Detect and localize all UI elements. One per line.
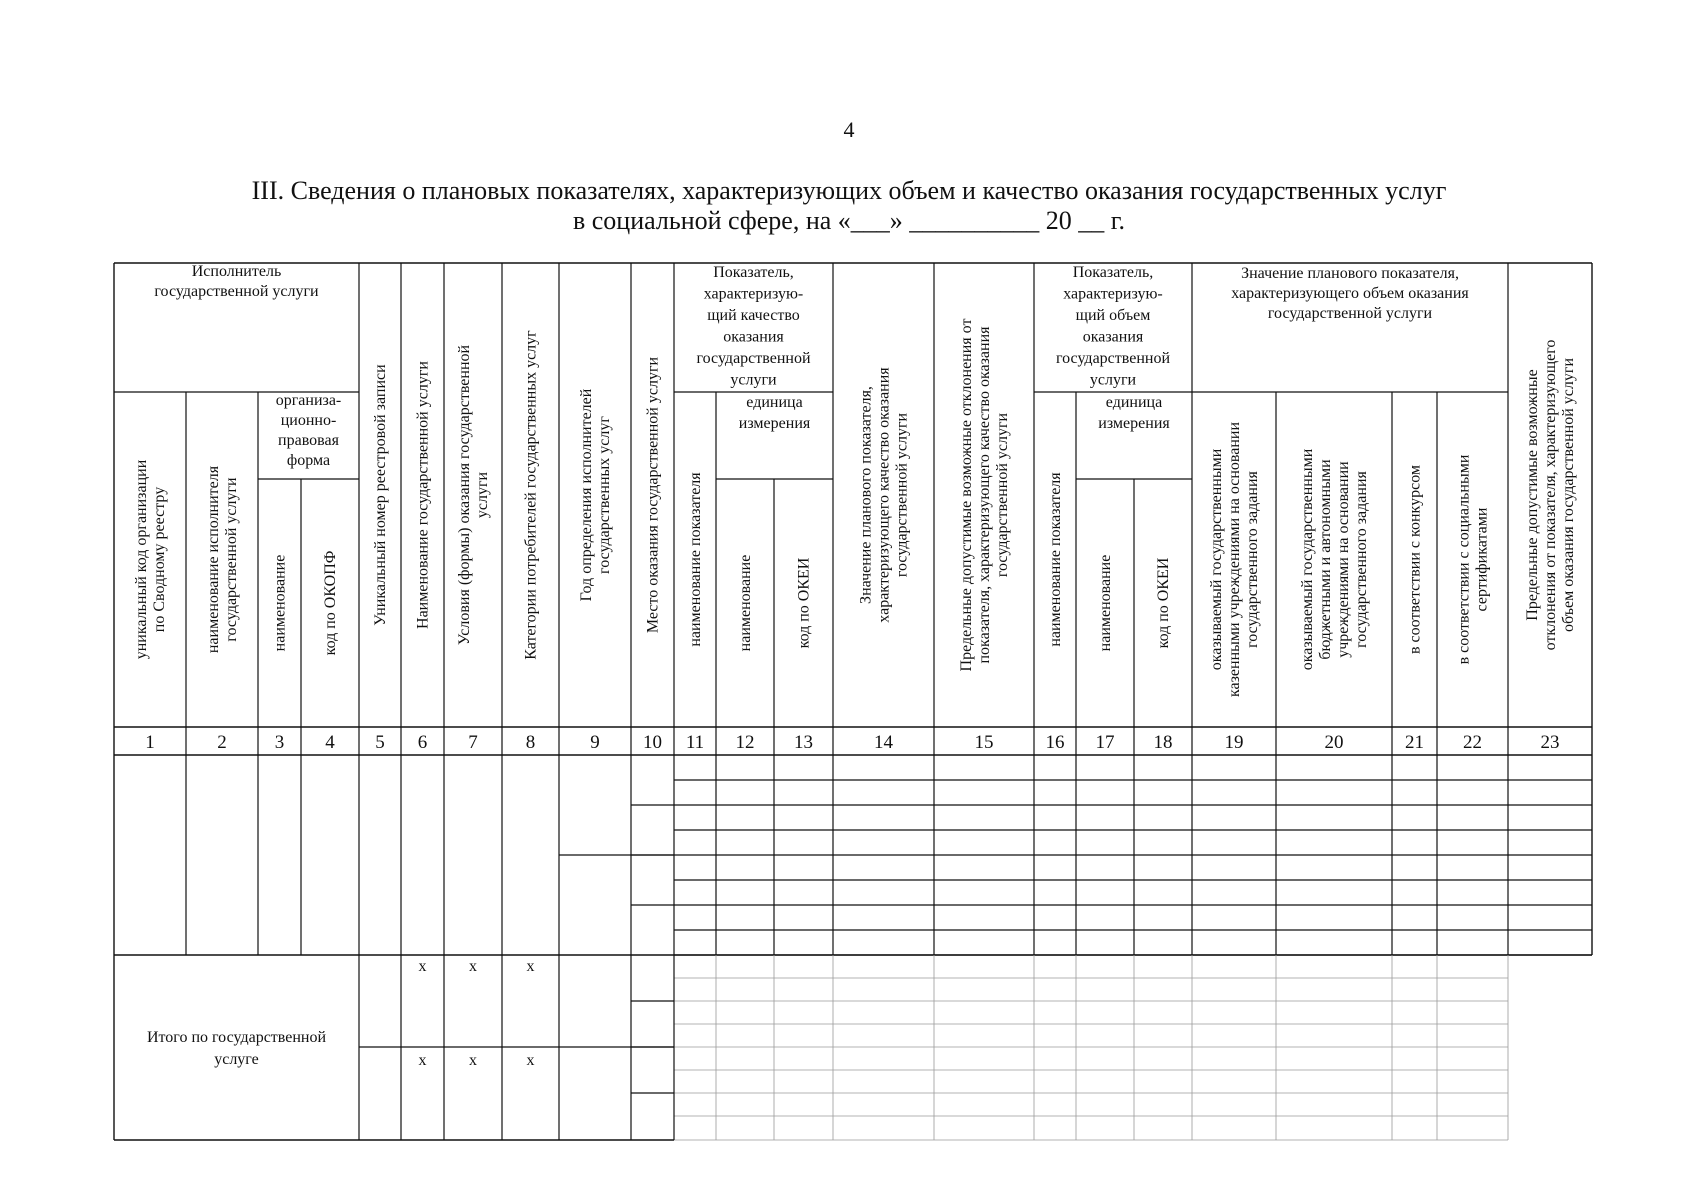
column-number: 12 (735, 732, 755, 753)
col1-header: уникальный код организациипо Сводному реестру (133, 459, 168, 660)
title-line-2: в социальной сфере, на «___» __________ 20 __ г. (572, 206, 1126, 235)
not-applicable-mark: x (418, 1052, 427, 1069)
column-number: 23 (1540, 732, 1560, 753)
col18-header: код по ОКЕИ (1155, 557, 1172, 649)
not-applicable-mark: x (469, 958, 477, 975)
column-number: 22 (1463, 732, 1482, 753)
column-number: 1 (145, 732, 155, 753)
column-number: 9 (590, 732, 600, 753)
column-number: 17 (1095, 732, 1115, 753)
column-number: 13 (794, 732, 813, 753)
col19-header: оказываемый государственнымиказенными учреждениями на основаниигосударственного задания (1208, 421, 1261, 698)
col9-header: Год определения исполнителейгосударственных услуг (578, 388, 613, 602)
column-number: 5 (375, 732, 385, 753)
column-number: 6 (417, 732, 428, 753)
column-number: 10 (643, 732, 662, 753)
volume-unit-header: единица измерения (1098, 394, 1170, 432)
column-number: 2 (217, 732, 227, 753)
col3-header: наименование (271, 554, 289, 652)
col22-header: в соответствии с социальнымисертификатами (1455, 454, 1491, 665)
col16-header: наименование показателя (1047, 472, 1064, 647)
volume-indicator-header: Показатель, характеризую-щий объем оказания государственной услуги (1055, 264, 1171, 389)
col4-header: код по ОКОПФ (322, 550, 339, 656)
planned-value-header: Значение планового показателя, характеризующего объем оказания государственной услуги (1231, 265, 1469, 322)
col21-header: в соответствии с конкурсом (1406, 464, 1424, 655)
col10-header: Место оказания государственной услуги (644, 356, 662, 634)
column-number: 18 (1153, 732, 1173, 753)
col13-header: код по ОКЕИ (795, 557, 813, 649)
col8-header: Категории потребителей государственных услуг (522, 330, 540, 660)
column-number: 21 (1405, 732, 1424, 753)
column-number: 3 (274, 732, 285, 753)
org-form-header: организа-ционно-правовая форма (275, 392, 342, 469)
column-number: 11 (685, 732, 705, 753)
quality-unit-header: единица измерения (738, 394, 811, 432)
col12-header: наименование (737, 554, 754, 652)
executor-header: Исполнитель государственной услуги (154, 263, 319, 300)
column-number: 20 (1324, 732, 1344, 753)
not-applicable-mark: x (469, 1052, 477, 1069)
not-applicable-mark: x (526, 958, 535, 975)
not-applicable-mark: x (418, 958, 427, 975)
not-applicable-mark: x (526, 1052, 535, 1069)
total-label: Итого по государственной услуге (146, 1029, 327, 1068)
col11-header: наименование показателя (687, 472, 704, 647)
column-number: 16 (1045, 732, 1065, 753)
column-number: 14 (874, 732, 893, 753)
column-number: 7 (468, 732, 478, 753)
column-number: 19 (1224, 732, 1244, 753)
quality-indicator-header: Показатель, характеризую-щий качество оказания государственной услуги (696, 264, 811, 389)
col6-header: Наименование государственной услуги (414, 361, 432, 629)
col20-header: оказываемый государственнымибюджетными и автономнымиучреждениями на основаниигосударственного задания (1299, 448, 1370, 671)
col23-header: Предельные допустимые возможныеотклонения от показателя, характеризующегообъем оказания государственной услуги (1524, 339, 1577, 651)
column-number: 15 (974, 732, 994, 753)
column-number: 8 (525, 732, 536, 753)
page-number: 4 (843, 117, 855, 142)
column-number: 4 (325, 732, 335, 753)
col5-header: Уникальный номер реестровой записи (372, 364, 389, 626)
col15-header: Предельные допустимые возможные отклонения отпоказателя, характеризующего качество оказаниягосударственной услуги (958, 318, 1011, 672)
title-line-1: III. Сведения о плановых показателях, характеризующих объем и качество оказания государственных услуг (251, 176, 1447, 205)
col14-header: Значение планового показателя,характеризующего качество оказаниягосударственной услуги (857, 367, 911, 623)
col2-header: наименование исполнителягосударственной услуги (205, 465, 240, 654)
col17-header: наименование (1097, 554, 1114, 652)
col7-header: Условия (формы) оказания государственнойуслуги (456, 344, 491, 646)
